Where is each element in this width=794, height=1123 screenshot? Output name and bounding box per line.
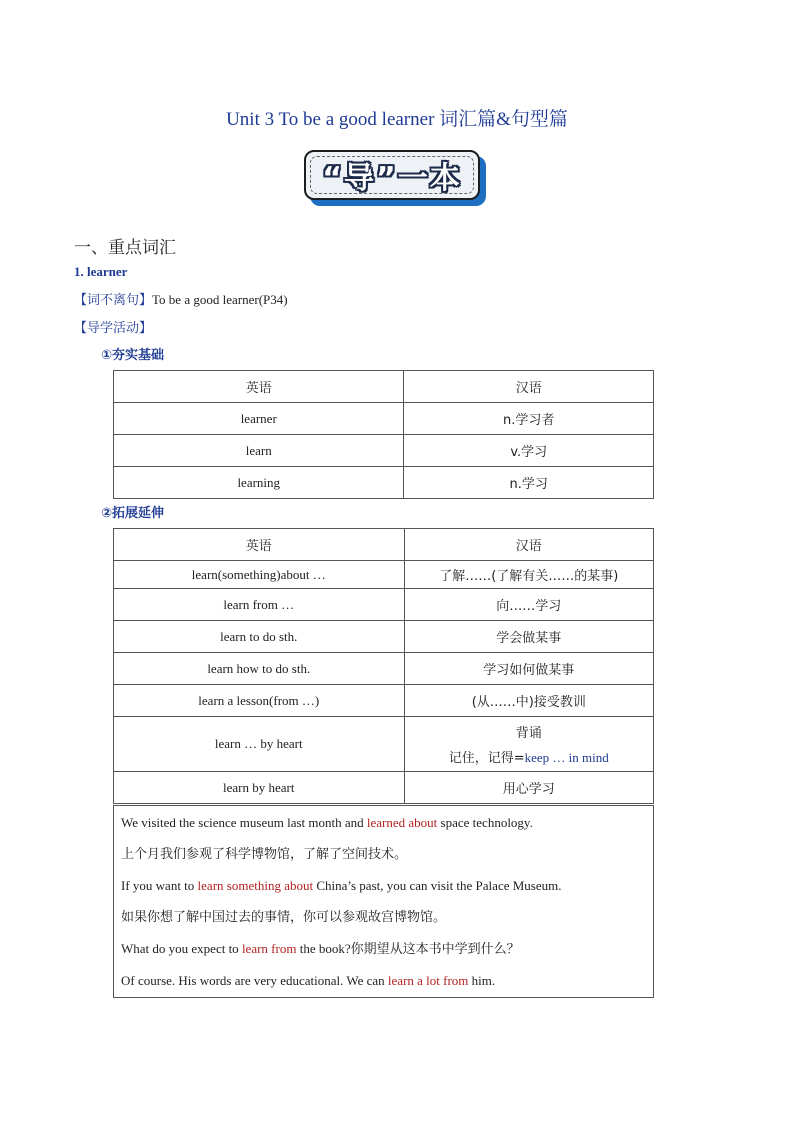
- table-row: [114, 621, 654, 653]
- activity-label: [74, 317, 152, 336]
- table-row: [114, 561, 654, 589]
- example-translation: [121, 846, 646, 878]
- cell-english: learn: [114, 435, 404, 467]
- example-highlight: learn a lot from: [387, 972, 469, 988]
- header-chinese: 汉语: [404, 371, 654, 403]
- cell-chinese: [404, 717, 653, 772]
- cell-chinese: (从……中)接受教训: [404, 685, 653, 717]
- cell-chinese: n.学习: [404, 467, 654, 499]
- subheading-extension: ②拓展延伸: [101, 506, 165, 521]
- context-highlight: learner: [222, 292, 259, 307]
- header-chinese: 汉语: [404, 529, 653, 561]
- activity-label-text: 【导学活动】: [74, 321, 153, 336]
- context-sentence: [74, 289, 288, 308]
- example-text: What do you expect to: [121, 941, 242, 956]
- cell-english: learn how to do sth.: [114, 653, 405, 685]
- context-label: 【词不离句】: [74, 293, 153, 308]
- cell-chinese: 学会做某事: [404, 621, 653, 653]
- context-page-ref: (P34): [258, 292, 288, 307]
- example-sentence: [121, 972, 646, 1004]
- table-row: [114, 467, 654, 499]
- subheading-basics: ①夯实基础: [101, 348, 165, 363]
- cell-chinese-line2: [405, 747, 653, 766]
- example-text: him.: [468, 972, 496, 988]
- table-row: [114, 772, 654, 804]
- example-translation: [121, 909, 646, 941]
- header-english: 英语: [114, 529, 405, 561]
- example-text: We visited the science museum last month and: [121, 815, 367, 830]
- synonym-phrase: keep … in mind: [524, 750, 609, 765]
- example-sentence: [121, 940, 646, 972]
- word-title: 1. learner: [74, 264, 128, 279]
- cell-english: learn … by heart: [114, 717, 405, 772]
- example-text: China’s past, you can visit the Palace Museum.: [313, 878, 562, 893]
- cell-chinese: 学习如何做某事: [404, 653, 653, 685]
- example-sentences-box: [113, 805, 654, 998]
- cell-english: learn(something)about …: [114, 561, 405, 589]
- cell-chinese: 了解……(了解有关……的某事): [404, 561, 653, 589]
- cell-chinese: 向……学习: [404, 589, 653, 621]
- page-title: Unit 3 To be a good learner 词汇篇&句型篇: [226, 109, 568, 130]
- cell-chinese: n.学习者: [404, 403, 654, 435]
- example-text: space technology.: [437, 815, 533, 830]
- cell-chinese: v.学习: [404, 435, 654, 467]
- example-text: the book?你期望从这本书中学到什么？: [296, 941, 520, 956]
- synonym-prefix: 记住，记得=: [448, 751, 525, 766]
- cell-chinese: 用心学习: [404, 772, 653, 804]
- example-text: 上个月我们参观了科学博物馆，了解了空间技术。: [121, 846, 408, 862]
- example-highlight: learned about: [366, 815, 438, 830]
- banner-badge: [304, 150, 488, 210]
- extension-table: [113, 528, 654, 804]
- example-highlight: learn from: [241, 941, 297, 956]
- table-row: [114, 589, 654, 621]
- banner-text: “导”一本: [322, 161, 462, 196]
- example-highlight: learn something about: [197, 878, 314, 893]
- table-row: [114, 685, 654, 717]
- cell-english: learner: [114, 403, 404, 435]
- cell-english: learning: [114, 467, 404, 499]
- table-row: [114, 403, 654, 435]
- section-heading: 一、重点词汇: [74, 238, 176, 258]
- table-header-row: [114, 371, 654, 403]
- banner-box: [304, 150, 480, 200]
- header-english: 英语: [114, 371, 404, 403]
- basics-table: [113, 370, 654, 499]
- example-text: Of course. His words are very educational. We can: [121, 972, 388, 988]
- cell-chinese-line1: 背诵: [515, 726, 542, 741]
- table-header-row: [114, 529, 654, 561]
- example-sentence: [121, 877, 646, 909]
- example-text: If you want to: [121, 878, 198, 893]
- cell-english: learn a lesson(from …): [114, 685, 405, 717]
- example-text: 如果你想了解中国过去的事情，你可以参观故宫博物馆。: [121, 909, 447, 925]
- table-row: [114, 435, 654, 467]
- table-row: [114, 717, 654, 772]
- example-sentence: [121, 814, 646, 846]
- context-text: To be a good: [152, 292, 223, 307]
- table-row: [114, 653, 654, 685]
- cell-english: learn from …: [114, 589, 405, 621]
- cell-english: learn to do sth.: [114, 621, 405, 653]
- cell-english: learn by heart: [114, 772, 405, 804]
